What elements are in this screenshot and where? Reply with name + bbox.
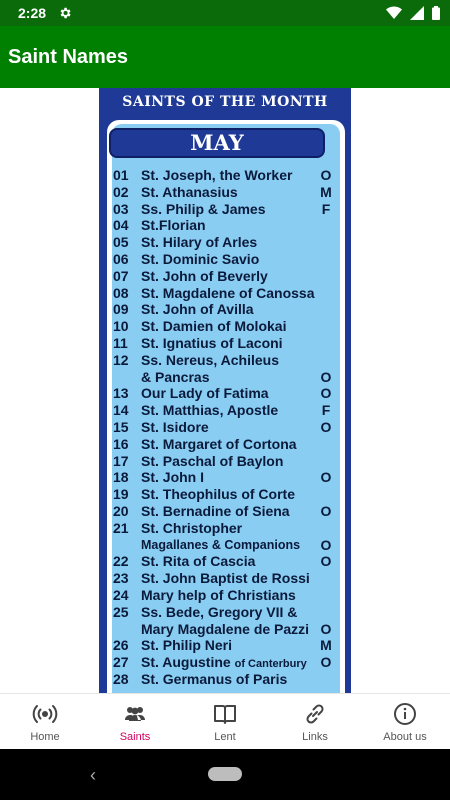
nav-about-label: About us <box>383 730 427 743</box>
saint-row <box>113 436 335 453</box>
saint-day: 16 <box>113 435 129 452</box>
saint-day: 23 <box>113 570 129 587</box>
saint-day: 15 <box>113 418 129 435</box>
saint-list <box>113 167 335 688</box>
saint-day: 06 <box>113 250 129 267</box>
saint-day: 28 <box>113 670 129 687</box>
saint-name: & Pancras <box>141 368 210 385</box>
status-bar <box>0 0 450 26</box>
saint-row <box>113 553 335 570</box>
saint-name: St. Matthias, Apostle <box>141 402 279 419</box>
saint-name: St. Theophilus of Corte <box>141 486 295 503</box>
saint-rank-code: O <box>320 502 332 519</box>
saint-day: 03 <box>113 200 129 217</box>
nav-about[interactable] <box>360 694 450 749</box>
saint-name: St. Magdalene of Canossa <box>141 284 315 301</box>
saint-name: St. Germanus of Paris <box>141 670 288 687</box>
saint-day: 04 <box>113 217 129 234</box>
saint-row <box>113 285 335 302</box>
saint-row <box>113 268 335 285</box>
saint-row <box>113 637 335 654</box>
saint-row <box>113 335 335 352</box>
saint-day: 25 <box>113 603 129 620</box>
nav-home[interactable] <box>0 694 90 749</box>
saint-day: 13 <box>113 385 129 402</box>
people-icon <box>122 701 148 727</box>
saint-rank-code: M <box>320 183 332 200</box>
saint-name-tail: of Canterbury <box>234 658 307 671</box>
system-navigation-bar <box>0 749 450 800</box>
status-icons <box>386 6 440 20</box>
saint-row <box>113 318 335 335</box>
gear-icon <box>58 6 72 20</box>
saint-row <box>113 621 335 638</box>
saint-name: St. Rita of Cascia <box>141 553 256 570</box>
month-banner: MAY <box>109 128 325 158</box>
saint-name: Our Lady of Fatima <box>141 385 269 402</box>
saint-name: St. John of Avilla <box>141 301 254 318</box>
saint-day: 11 <box>113 334 128 351</box>
saint-day: 26 <box>113 637 129 654</box>
saint-name: Ss. Nereus, Achileus <box>141 351 279 368</box>
saint-day: 09 <box>113 301 129 318</box>
saint-name: St. Augustine of Canterbury <box>141 654 307 671</box>
saint-day: 22 <box>113 553 129 570</box>
saint-day: 24 <box>113 586 129 603</box>
saints-card <box>99 88 351 693</box>
saint-rank-code: O <box>320 553 332 570</box>
saint-day: 08 <box>113 284 129 301</box>
app-title: Saint Names <box>8 45 129 68</box>
saint-name: Ss. Bede, Gregory VII & <box>141 603 298 620</box>
saint-day: 02 <box>113 183 129 200</box>
saint-row <box>113 184 335 201</box>
saint-row <box>113 503 335 520</box>
saint-row <box>113 301 335 318</box>
info-icon <box>392 701 418 727</box>
saint-rank-code: O <box>320 469 332 486</box>
nav-lent-label: Lent <box>214 730 236 743</box>
saint-day: 14 <box>113 402 129 419</box>
app-bar <box>0 26 450 88</box>
signal-icon <box>410 6 424 20</box>
saint-name: St. Isidore <box>141 418 209 435</box>
saint-row <box>113 453 335 470</box>
saint-day: 12 <box>113 351 129 368</box>
saint-name: St. John Baptist de Rossi <box>141 570 310 587</box>
saint-rank-code: O <box>320 385 332 402</box>
wifi-icon <box>386 6 402 20</box>
saint-name: St.Florian <box>141 217 206 234</box>
saint-rank-code: O <box>320 368 332 385</box>
nav-links[interactable] <box>270 694 360 749</box>
saint-row <box>113 469 335 486</box>
saint-row <box>113 167 335 184</box>
saint-name: Magallanes & Companions <box>141 537 301 552</box>
nav-saints[interactable] <box>90 694 180 749</box>
saint-row <box>113 234 335 251</box>
saint-rank-code: F <box>321 200 331 217</box>
saint-name: Mary help of Christians <box>141 586 296 603</box>
link-icon <box>302 701 328 727</box>
saint-row <box>113 537 335 554</box>
back-icon[interactable]: ‹ <box>90 765 96 785</box>
saint-name: St. Joseph, the Worker <box>141 167 293 183</box>
bottom-navigation <box>0 693 450 749</box>
saint-day: 18 <box>113 469 129 486</box>
saint-rank-code: F <box>321 402 331 419</box>
status-time: 2:28 <box>18 5 47 21</box>
saint-row <box>113 369 335 386</box>
saint-name: St. Ignatius of Laconi <box>141 334 283 351</box>
nav-home-label: Home <box>30 730 60 743</box>
saint-name: St. Damien of Molokai <box>141 318 287 335</box>
saint-name: St. Bernadine of Siena <box>141 502 290 519</box>
nav-lent[interactable] <box>180 694 270 749</box>
saint-row <box>113 570 335 587</box>
saint-row <box>113 587 335 604</box>
saint-day: 17 <box>113 452 129 469</box>
saint-name: St. Philip Neri <box>141 637 233 654</box>
saint-row <box>113 654 335 671</box>
home-pill[interactable] <box>208 767 242 781</box>
saint-name: St. Dominic Savio <box>141 250 260 267</box>
saint-name: St. John of Beverly <box>141 267 268 284</box>
saint-day: 21 <box>113 519 129 536</box>
saint-row <box>113 217 335 234</box>
saint-day: 10 <box>113 318 129 335</box>
saint-name: St. Athanasius <box>141 183 238 200</box>
saint-rank-code: O <box>320 167 332 183</box>
saint-day: 07 <box>113 267 129 284</box>
battery-icon <box>432 6 440 20</box>
saint-row <box>113 486 335 503</box>
card-header: SAINTS OF THE MONTH <box>122 94 328 110</box>
nav-links-label: Links <box>302 730 328 743</box>
saint-row <box>113 419 335 436</box>
saint-rank-code: M <box>320 637 332 654</box>
saint-name: St. Margaret of Cortona <box>141 435 297 452</box>
saint-rank-code: O <box>320 620 332 637</box>
saint-row <box>113 251 335 268</box>
saint-rank-code: O <box>320 654 332 671</box>
nav-saints-label: Saints <box>119 730 151 743</box>
saint-day: 05 <box>113 234 129 251</box>
saint-day: 20 <box>113 502 129 519</box>
saint-name: St. Hilary of Arles <box>141 234 258 251</box>
saint-row <box>113 604 335 621</box>
saint-row <box>113 520 335 537</box>
saint-name: St. Paschal of Baylon <box>141 452 284 469</box>
saint-day: 01 <box>113 167 129 183</box>
saint-name: Ss. Philip & James <box>141 200 266 217</box>
saint-rank-code: O <box>320 418 332 435</box>
broadcast-icon <box>32 701 58 727</box>
saint-day: 19 <box>113 486 129 503</box>
saint-row <box>113 402 335 419</box>
saint-name: St. Christopher <box>141 519 243 536</box>
saint-row <box>113 671 335 688</box>
saint-row <box>113 201 335 218</box>
content-scroll[interactable] <box>0 88 450 693</box>
saint-name: St. John I <box>141 469 204 486</box>
saint-row <box>113 352 335 369</box>
saint-rank-code: O <box>320 536 332 553</box>
saint-row <box>113 385 335 402</box>
saint-name: Mary Magdalene de Pazzi <box>141 620 310 637</box>
saint-day: 27 <box>113 654 129 671</box>
book-icon <box>212 701 238 727</box>
